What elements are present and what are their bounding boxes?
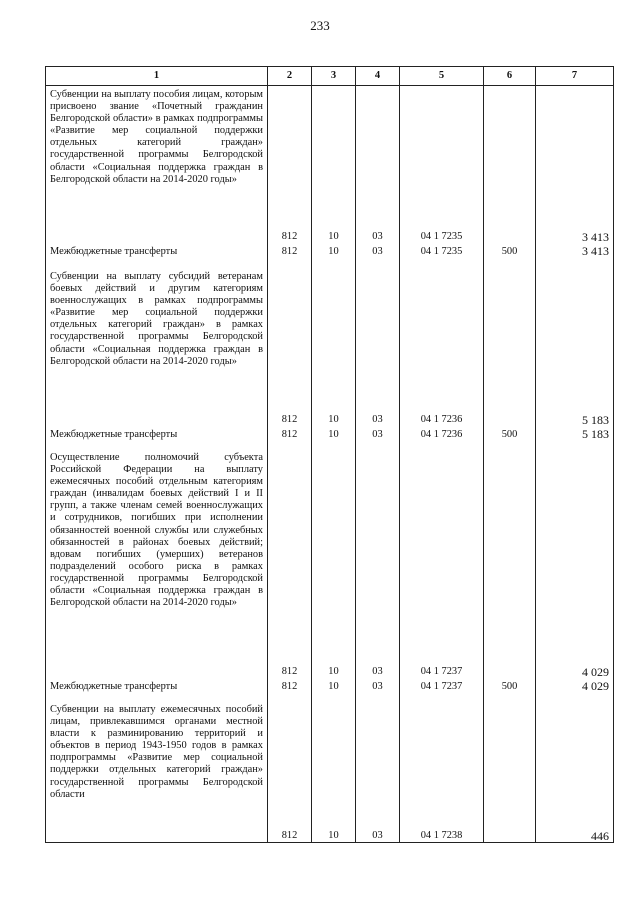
- cell-target-article: 04 1 7235: [400, 86, 484, 244]
- cell-podrazdel: 03: [356, 268, 400, 426]
- table-header-row: [46, 67, 614, 86]
- cell-sum: 446: [536, 701, 614, 843]
- cell-grbs: 812: [268, 701, 312, 843]
- cell-podrazdel: 03: [356, 426, 400, 449]
- column-header-4: 4: [356, 67, 400, 86]
- cell-expense-type: [484, 701, 536, 843]
- cell-podrazdel: 03: [356, 701, 400, 843]
- cell-target-article: 04 1 7237: [400, 678, 484, 701]
- cell-razdel: 10: [312, 243, 356, 268]
- column-header-3: 3: [312, 67, 356, 86]
- column-header-2: 2: [268, 67, 312, 86]
- cell-sum: 3 413: [536, 243, 614, 268]
- cell-podrazdel: 03: [356, 449, 400, 678]
- cell-sum: 4 029: [536, 449, 614, 678]
- cell-expense-type: 500: [484, 426, 536, 449]
- table-row: [46, 243, 614, 268]
- cell-sum: 3 413: [536, 86, 614, 244]
- row-name: Субвенции на выплату субсидий ветеранам боевых действий и другим категориям военнослужащих в рамках подпрограммы «Развитие мер социальной поддержки отдельных категорий граждан» в рамках государственной программы Белгородской области «Социальная поддержка граждан в Белгородской области на 2014-2020 годы»: [46, 268, 268, 426]
- column-header-7: 7: [536, 67, 614, 86]
- column-header-6: 6: [484, 67, 536, 86]
- cell-razdel: 10: [312, 449, 356, 678]
- cell-target-article: 04 1 7238: [400, 701, 484, 843]
- budget-table: [45, 66, 614, 843]
- cell-target-article: 04 1 7235: [400, 243, 484, 268]
- column-header-1: 1: [46, 67, 268, 86]
- cell-grbs: 812: [268, 449, 312, 678]
- row-name: Межбюджетные трансферты: [46, 426, 268, 449]
- cell-sum: 4 029: [536, 678, 614, 701]
- cell-grbs: 812: [268, 243, 312, 268]
- cell-podrazdel: 03: [356, 243, 400, 268]
- column-header-5: 5: [400, 67, 484, 86]
- cell-expense-type: [484, 449, 536, 678]
- row-name: Межбюджетные трансферты: [46, 243, 268, 268]
- cell-grbs: 812: [268, 678, 312, 701]
- cell-razdel: 10: [312, 701, 356, 843]
- cell-grbs: 812: [268, 426, 312, 449]
- cell-razdel: 10: [312, 268, 356, 426]
- cell-expense-type: [484, 86, 536, 244]
- row-name: Осуществление полномочий субъекта Российской Федерации на выплату ежемесячных пособий отдельным категориям граждан (инвалидам боевых действий I и II групп, а также членам семей военнослужащих и сотрудников, погибших при исполнении обязанностей военной службы или служебных обязанностей в районах боевых действий; вдовам погибших (умерших) ветеранов подразделений особого риска в рамках государственной программы Белгородской области «Социальная поддержка граждан в Белгородской области на 2014-2020 годы»: [46, 449, 268, 678]
- cell-expense-type: 500: [484, 243, 536, 268]
- cell-expense-type: [484, 268, 536, 426]
- cell-target-article: 04 1 7236: [400, 426, 484, 449]
- cell-podrazdel: 03: [356, 678, 400, 701]
- page-number: 233: [310, 18, 330, 33]
- table-row: [46, 426, 614, 449]
- cell-expense-type: 500: [484, 678, 536, 701]
- table-row: [46, 86, 614, 244]
- row-name: Межбюджетные трансферты: [46, 678, 268, 701]
- row-name: Субвенции на выплату ежемесячных пособий лицам, привлекавшимся органами местной власти к разминированию территорий и объектов в период 1943-1950 годов в рамках подпрограммы «Развитие мер социальной поддержки отдельных категорий граждан» государственной программы Белгородской области: [46, 701, 268, 843]
- cell-sum: 5 183: [536, 426, 614, 449]
- cell-grbs: 812: [268, 86, 312, 244]
- table-row: [46, 701, 614, 843]
- table-row: [46, 449, 614, 678]
- cell-razdel: 10: [312, 678, 356, 701]
- cell-sum: 5 183: [536, 268, 614, 426]
- table-row: [46, 268, 614, 426]
- row-name: Субвенции на выплату пособия лицам, которым присвоено звание «Почетный гражданин Белгородской области» в рамках подпрограммы «Развитие мер социальной поддержки отдельных категорий граждан» государственной программы Белгородской области «Социальная поддержка граждан в Белгородской области на 2014-2020 годы»: [46, 86, 268, 244]
- cell-podrazdel: 03: [356, 86, 400, 244]
- cell-target-article: 04 1 7236: [400, 268, 484, 426]
- table-row: [46, 678, 614, 701]
- cell-target-article: 04 1 7237: [400, 449, 484, 678]
- cell-razdel: 10: [312, 426, 356, 449]
- cell-razdel: 10: [312, 86, 356, 244]
- cell-grbs: 812: [268, 268, 312, 426]
